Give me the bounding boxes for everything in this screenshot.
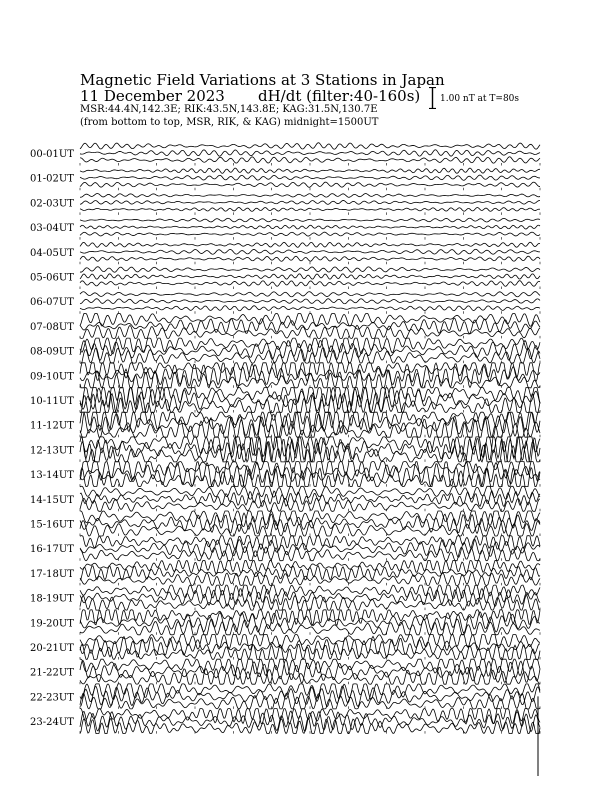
hour-label: 02-03UT (30, 198, 74, 210)
trace-kag (80, 363, 540, 382)
trace-kag (80, 267, 540, 273)
trace-msr (80, 207, 540, 211)
hour-label: 13-14UT (30, 470, 74, 482)
trace-rik (80, 200, 540, 204)
trace-rik (80, 249, 540, 254)
trace-rik (80, 299, 540, 304)
trace-kag (80, 194, 540, 198)
trace-msr (80, 281, 540, 287)
trace-kag (80, 168, 540, 173)
chart-title: Magnetic Field Variations at 3 Stations in Japan (80, 71, 445, 89)
trace-msr (80, 468, 540, 487)
hour-label: 15-16UT (30, 519, 74, 531)
trace-rik (80, 175, 540, 180)
hour-label: 22-23UT (30, 692, 74, 704)
midnight-note: midnight=1500UT (283, 117, 379, 128)
trace-msr (80, 157, 540, 163)
stations-label: MSR:44.4N,142.3E; RIK:43.5N,143.8E; KAG:31.5N,130.7E (80, 104, 378, 115)
hour-label: 21-22UT (30, 667, 74, 679)
hour-label: 19-20UT (30, 618, 74, 630)
hour-label: 20-21UT (30, 643, 74, 654)
hour-label: 03-04UT (30, 223, 74, 235)
hour-label: 07-08UT (30, 321, 74, 333)
trace-rik (80, 274, 540, 279)
trace-kag (80, 143, 540, 149)
hour-label: 06-07UT (30, 297, 74, 309)
trace-kag (80, 486, 540, 499)
hour-label: 12-13UT (30, 445, 74, 457)
date-label: 11 December 2023 (80, 87, 225, 105)
trace-msr (80, 232, 540, 236)
hour-label: 17-18UT (30, 568, 74, 580)
hour-label: 14-15UT (30, 494, 74, 506)
trace-kag (80, 292, 540, 297)
hour-label: 09-10UT (30, 371, 74, 383)
hour-label: 01-02UT (30, 173, 74, 185)
quantity-label: dH/dt (filter:40-160s) (258, 87, 421, 105)
trace-kag (80, 218, 540, 222)
hour-label: 16-17UT (30, 544, 74, 556)
hour-label: 00-01UT (30, 149, 74, 160)
hour-label: 10-11UT (30, 396, 74, 407)
trace-rik (80, 225, 540, 229)
trace-kag (80, 313, 540, 326)
hour-label: 11-12UT (30, 420, 74, 432)
trace-rik (80, 412, 540, 437)
hour-label: 04-05UT (30, 247, 74, 259)
trace-rik (80, 711, 540, 732)
scale-label: 1.00 nT at T=80s (440, 94, 520, 104)
trace-msr (80, 182, 540, 187)
order-note: (from bottom to top, MSR, RIK, & KAG) (80, 117, 281, 128)
trace-msr (80, 306, 540, 311)
hour-label: 23-24UT (30, 717, 74, 729)
trace-kag (80, 242, 540, 247)
hour-label: 08-09UT (30, 346, 74, 358)
hour-label: 18-19UT (30, 593, 74, 605)
trace-rik (80, 150, 540, 156)
hour-label: 05-06UT (30, 272, 74, 284)
trace-msr (80, 256, 540, 261)
